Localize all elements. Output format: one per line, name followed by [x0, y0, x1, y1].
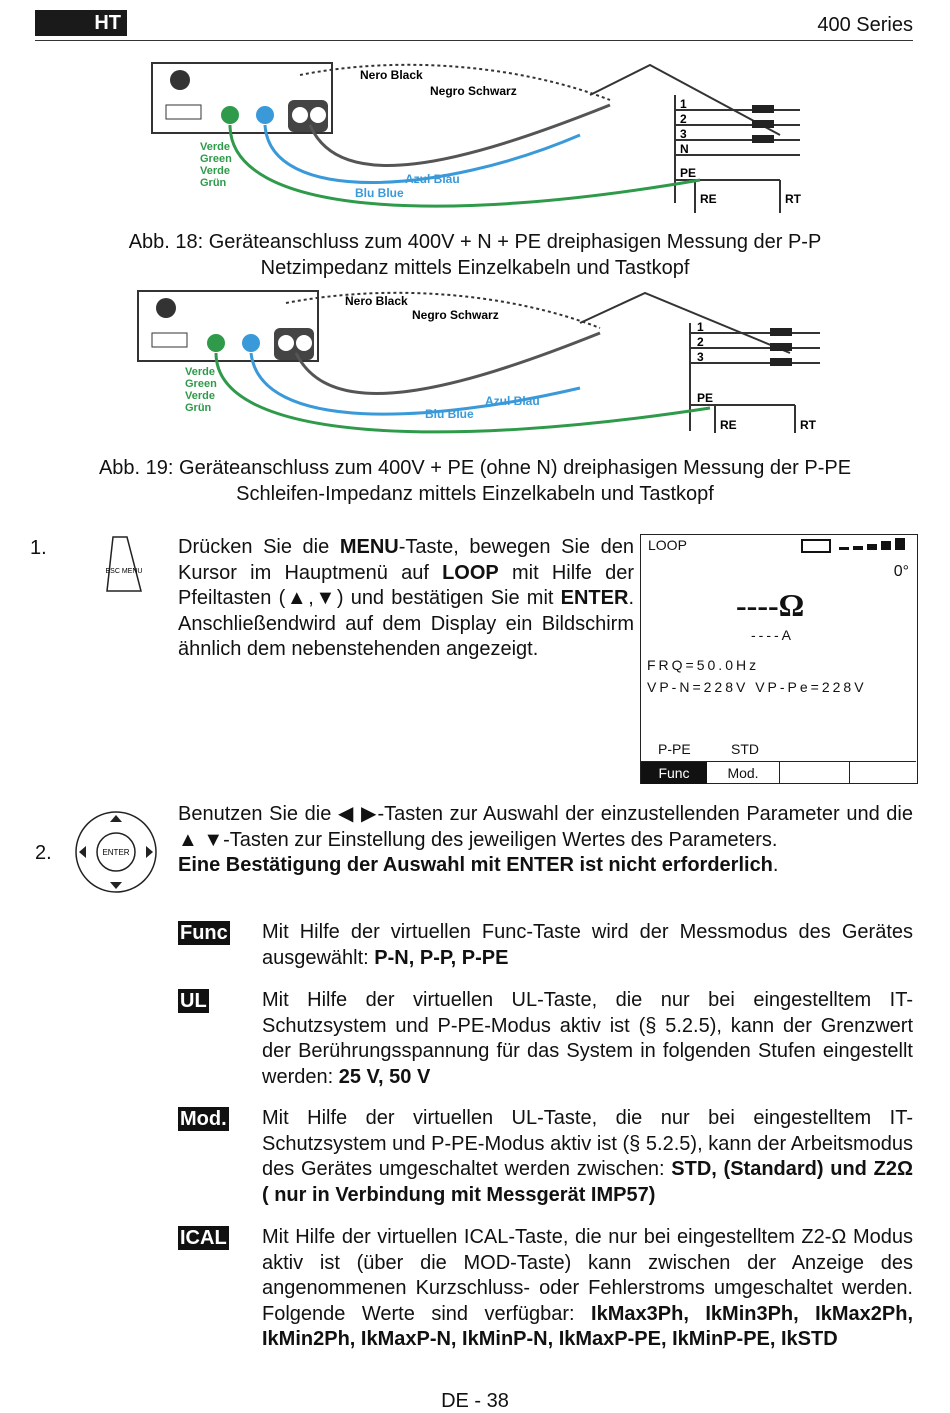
header-divider [35, 40, 913, 41]
page-number: DE - 38 [441, 1390, 509, 1412]
blue-terminal [256, 106, 274, 124]
fig19-rt: RT [800, 418, 816, 432]
fig18-phase: 2 [680, 112, 687, 126]
display-func-value: P-PE [658, 741, 691, 757]
fig18-green-label: Grün [200, 177, 227, 189]
fig19-caption-line1: Abb. 19: Geräteanschluss zum 400V + PE (ohne N) dreiphasigen Messung der P-PE [98, 457, 852, 479]
step2-text: Benutzen Sie die ◀ ▶-Tasten zur Auswahl der einzustellenden Parameter und die ▲ ▼-Tasten zur Einstellung des jeweiligen Wertes des Parameters. Eine Bestätigung der Auswahl mit ENTER ist nicht erforderlich. [178, 803, 913, 876]
softkey-mod[interactable]: Mod. [707, 762, 780, 784]
fig19-green-label: Verde [185, 390, 215, 402]
fig19-green-label: Verde [185, 366, 215, 378]
fig19-phase: 1 [697, 320, 704, 334]
fig19-black-label: Nero Black [345, 294, 408, 308]
fig19-green-label: Grün [185, 402, 212, 414]
display-voltages: VP-N=228V VP-Pe=228V [647, 679, 867, 695]
fig18-rt: RT [785, 192, 801, 206]
step-number: 2. [35, 842, 52, 864]
fig18-green-label: Green [200, 153, 232, 165]
instrument-display [640, 534, 918, 784]
item-mod-text: Mit Hilfe der virtuellen UL-Taste, die nur bei eingestelltem IT-Schutzsystem und P-PE-Modus aktiv ist (§ 5.2.5), kann der Arbeitsmodus des Gerätes umgeschaltet werden zwischen: STD, (Standard) und Z2Ω ( nur in Verbindung mit Messgerät IMP57) [262, 1107, 913, 1206]
fig18-blue-label: Blu Blue [355, 186, 404, 200]
wiring-diagram-fig18 [140, 55, 820, 225]
green-terminal [221, 106, 239, 124]
tag-ul: UL [180, 990, 207, 1012]
fig18-black-label2: Negro Schwarz [430, 84, 517, 98]
fig19-caption-line2: Schleifen-Impedanz mittels Einzelkabeln und Tastkopf [236, 483, 714, 505]
display-mod-value: STD [731, 741, 759, 757]
fig18-green-label: Verde [200, 165, 230, 177]
display-title: LOOP [648, 537, 687, 553]
display-impedance: ----Ω [736, 587, 805, 623]
fig18-blue-label2: Azul Blau [405, 172, 460, 186]
fig19-green-label: Green [185, 378, 217, 390]
esc-menu-key-icon [105, 535, 143, 595]
fig18-green-label: Verde [200, 141, 230, 153]
fig19-phase: 2 [697, 335, 704, 349]
display-angle: 0° [893, 563, 909, 580]
esc-menu-key-label: ESC MENU [105, 568, 143, 575]
fig19-blue-label: Blu Blue [425, 407, 474, 421]
fig18-phase: PE [680, 166, 697, 180]
fig18-phase: 3 [680, 127, 687, 141]
battery-icon [801, 539, 831, 553]
wiring-diagram-fig19 [130, 283, 830, 443]
fig19-blue-label2: Azul Blau [485, 394, 540, 408]
navigation-pad-icon [72, 808, 160, 896]
fig19-black-label2: Negro Schwarz [412, 308, 499, 322]
enter-key-label: ENTER [102, 848, 130, 857]
fig18-phase: N [680, 142, 689, 156]
tag-func: Func [180, 922, 228, 944]
display-softkey-bar [641, 761, 916, 784]
series-label: 400 Series [817, 14, 913, 36]
fig18-caption-line1: Abb. 18: Geräteanschluss zum 400V + N + PE dreiphasigen Messung der P-P [128, 231, 822, 253]
step-number: 1. [30, 537, 47, 559]
fig18-caption-line2: Netzimpedanz mittels Einzelkabeln und Tastkopf [260, 257, 690, 279]
step1-text: Drücken Sie die MENU-Taste, bewegen Sie den Kursor im Hauptmenü auf LOOP mit Hilfe der Pfeiltasten (▲,▼) und bestätigen Sie mit ENTER. Anschließendwird auf dem Display ein Bildschirm ähnlich dem nebenstehenden angezeigt. [178, 536, 635, 660]
signal-bars-icon [839, 537, 911, 553]
fig19-phase: PE [697, 391, 714, 405]
fig19-re: RE [720, 418, 737, 432]
fig18-re: RE [700, 192, 717, 206]
display-frequency: FRQ=50.0Hz [647, 657, 760, 673]
tag-ical: ICAL [180, 1227, 227, 1249]
fig18-black-label: Nero Black [360, 68, 423, 82]
tag-mod: Mod. [180, 1108, 227, 1130]
item-ical-text: Mit Hilfe der virtuellen ICAL-Taste, die nur bei eingestelltem Z2-Ω Modus aktiv ist (über die MOD-Taste) kann zwischen der Anzeige des angenommenen Kurzschluss- oder Fehlerstroms umgeschaltet werden. Folgende Werte sind verfügbar: IkMax3Ph, IkMin3Ph, IkMax2Ph, IkMin2Ph, IkMaxP-N, IkMinP-N, IkMaxP-PE, IkMinP-PE, IkSTD [262, 1226, 914, 1350]
softkey-func[interactable]: Func [641, 762, 707, 784]
item-func-text: Mit Hilfe der virtuellen Func-Taste wird der Messmodus des Gerätes ausgewählt: P-N, P-P, P-PE [262, 921, 913, 969]
fig19-phase: 3 [697, 350, 704, 364]
display-current: ----A [751, 627, 794, 643]
fig18-phase: 1 [680, 97, 687, 111]
softkey-empty[interactable] [779, 762, 850, 784]
brand-logo: HT [35, 10, 127, 36]
item-ul-text: Mit Hilfe der virtuellen UL-Taste, die nur bei eingestelltem IT-Schutzsystem und P-PE-Modus aktiv ist (§ 5.2.5), kann der Grenzwert der Berührungsspannung für das System in folgenden Stufen eingestellt werden: 25 V, 50 V [262, 989, 913, 1088]
